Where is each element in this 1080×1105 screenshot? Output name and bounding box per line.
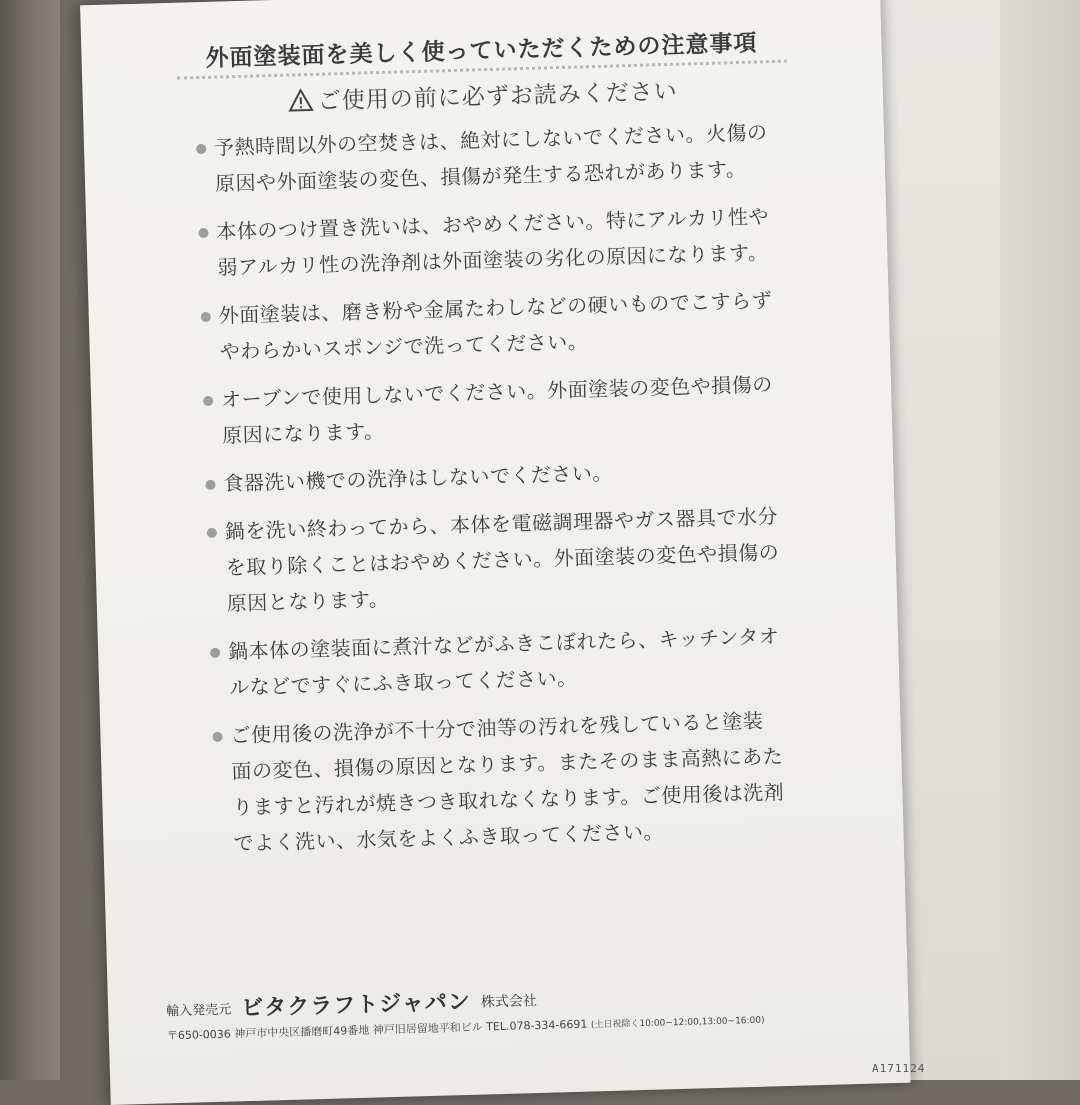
bullet-dot-icon [203,396,213,406]
instruction-sheet [80,0,910,1105]
list-item-text: 予熱時間以外の空焚きは、絶対にしないでください。火傷の 原因や外面塗装の変色、損傷が発生する恐れがあります。 [213,120,768,196]
list-item [210,616,862,706]
company-name: ビタクラフトジャパン [240,989,472,1022]
list-item [212,700,866,862]
bullet-dot-icon [198,228,208,238]
bullet-dot-icon [205,480,215,490]
warning-triangle-icon [287,88,314,113]
list-item [196,112,848,202]
list-item [198,196,850,286]
importer-label: 輸入発売元 [166,1002,232,1020]
list-item-text: ご使用後の洗浄が不十分で油等の汚れを残していると塗装 面の変色、損傷の原因となります。またそのまま高熱にあた りますと汚れが焼きつき取れなくなります。ご使用後は洗剤 でよく洗い、水気をよくふき取ってください。 [230,708,785,856]
business-hours: (土日祝除く10:00~12:00,13:00~16:00) [590,1015,765,1031]
company-suffix: 株式会社 [480,993,538,1011]
bullet-dot-icon [210,648,220,658]
document-title: 外面塗装面を美しく使っていただくための注意事項 [205,30,758,72]
list-item [205,448,856,502]
table-surface [0,0,60,1080]
caution-list [196,112,867,874]
bullet-dot-icon [207,528,217,538]
list-item-text: 鍋本体の塗装面に煮汁などがふきこぼれたら、キッチンタオ ルなどですぐにふき取ってください。 [227,624,780,700]
document-code: A171124 [872,1062,926,1075]
list-item-text: オーブンで使用しないでください。外面塗装の変色や損傷の 原因になります。 [220,372,773,448]
bullet-dot-icon [201,312,211,322]
list-item [206,496,859,622]
list-item-text: 外面塗装は、磨き粉や金属たわしなどの硬いものでこすらず やわらかいスポンジで洗ってください。 [218,288,773,364]
list-item-text: 本体のつけ置き洗いは、おやめください。特にアルカリ性や 弱アルカリ性の洗浄剤は外面塗装の劣化の原因になります。 [216,204,770,280]
list-item-text: 食器洗い機での洗浄はしないでください。 [223,460,614,496]
list-item [203,364,855,454]
address-text: 〒650-0036 神戸市中央区播磨町49番地 神戸旧居留地平和ビル TEL.078-334-6691 [166,1017,588,1043]
list-item [200,280,852,370]
bullet-dot-icon [212,732,222,742]
subtitle-text: ご使用の前に必ずお読みください [317,78,679,115]
back-sheet-edge [1000,0,1080,1080]
list-item-text: 鍋を洗い終わってから、本体を電磁調理器やガス器具で水分 を取り除くことはおやめください。外面塗装の変色や損傷の 原因となります。 [224,504,780,616]
bullet-dot-icon [196,144,206,154]
